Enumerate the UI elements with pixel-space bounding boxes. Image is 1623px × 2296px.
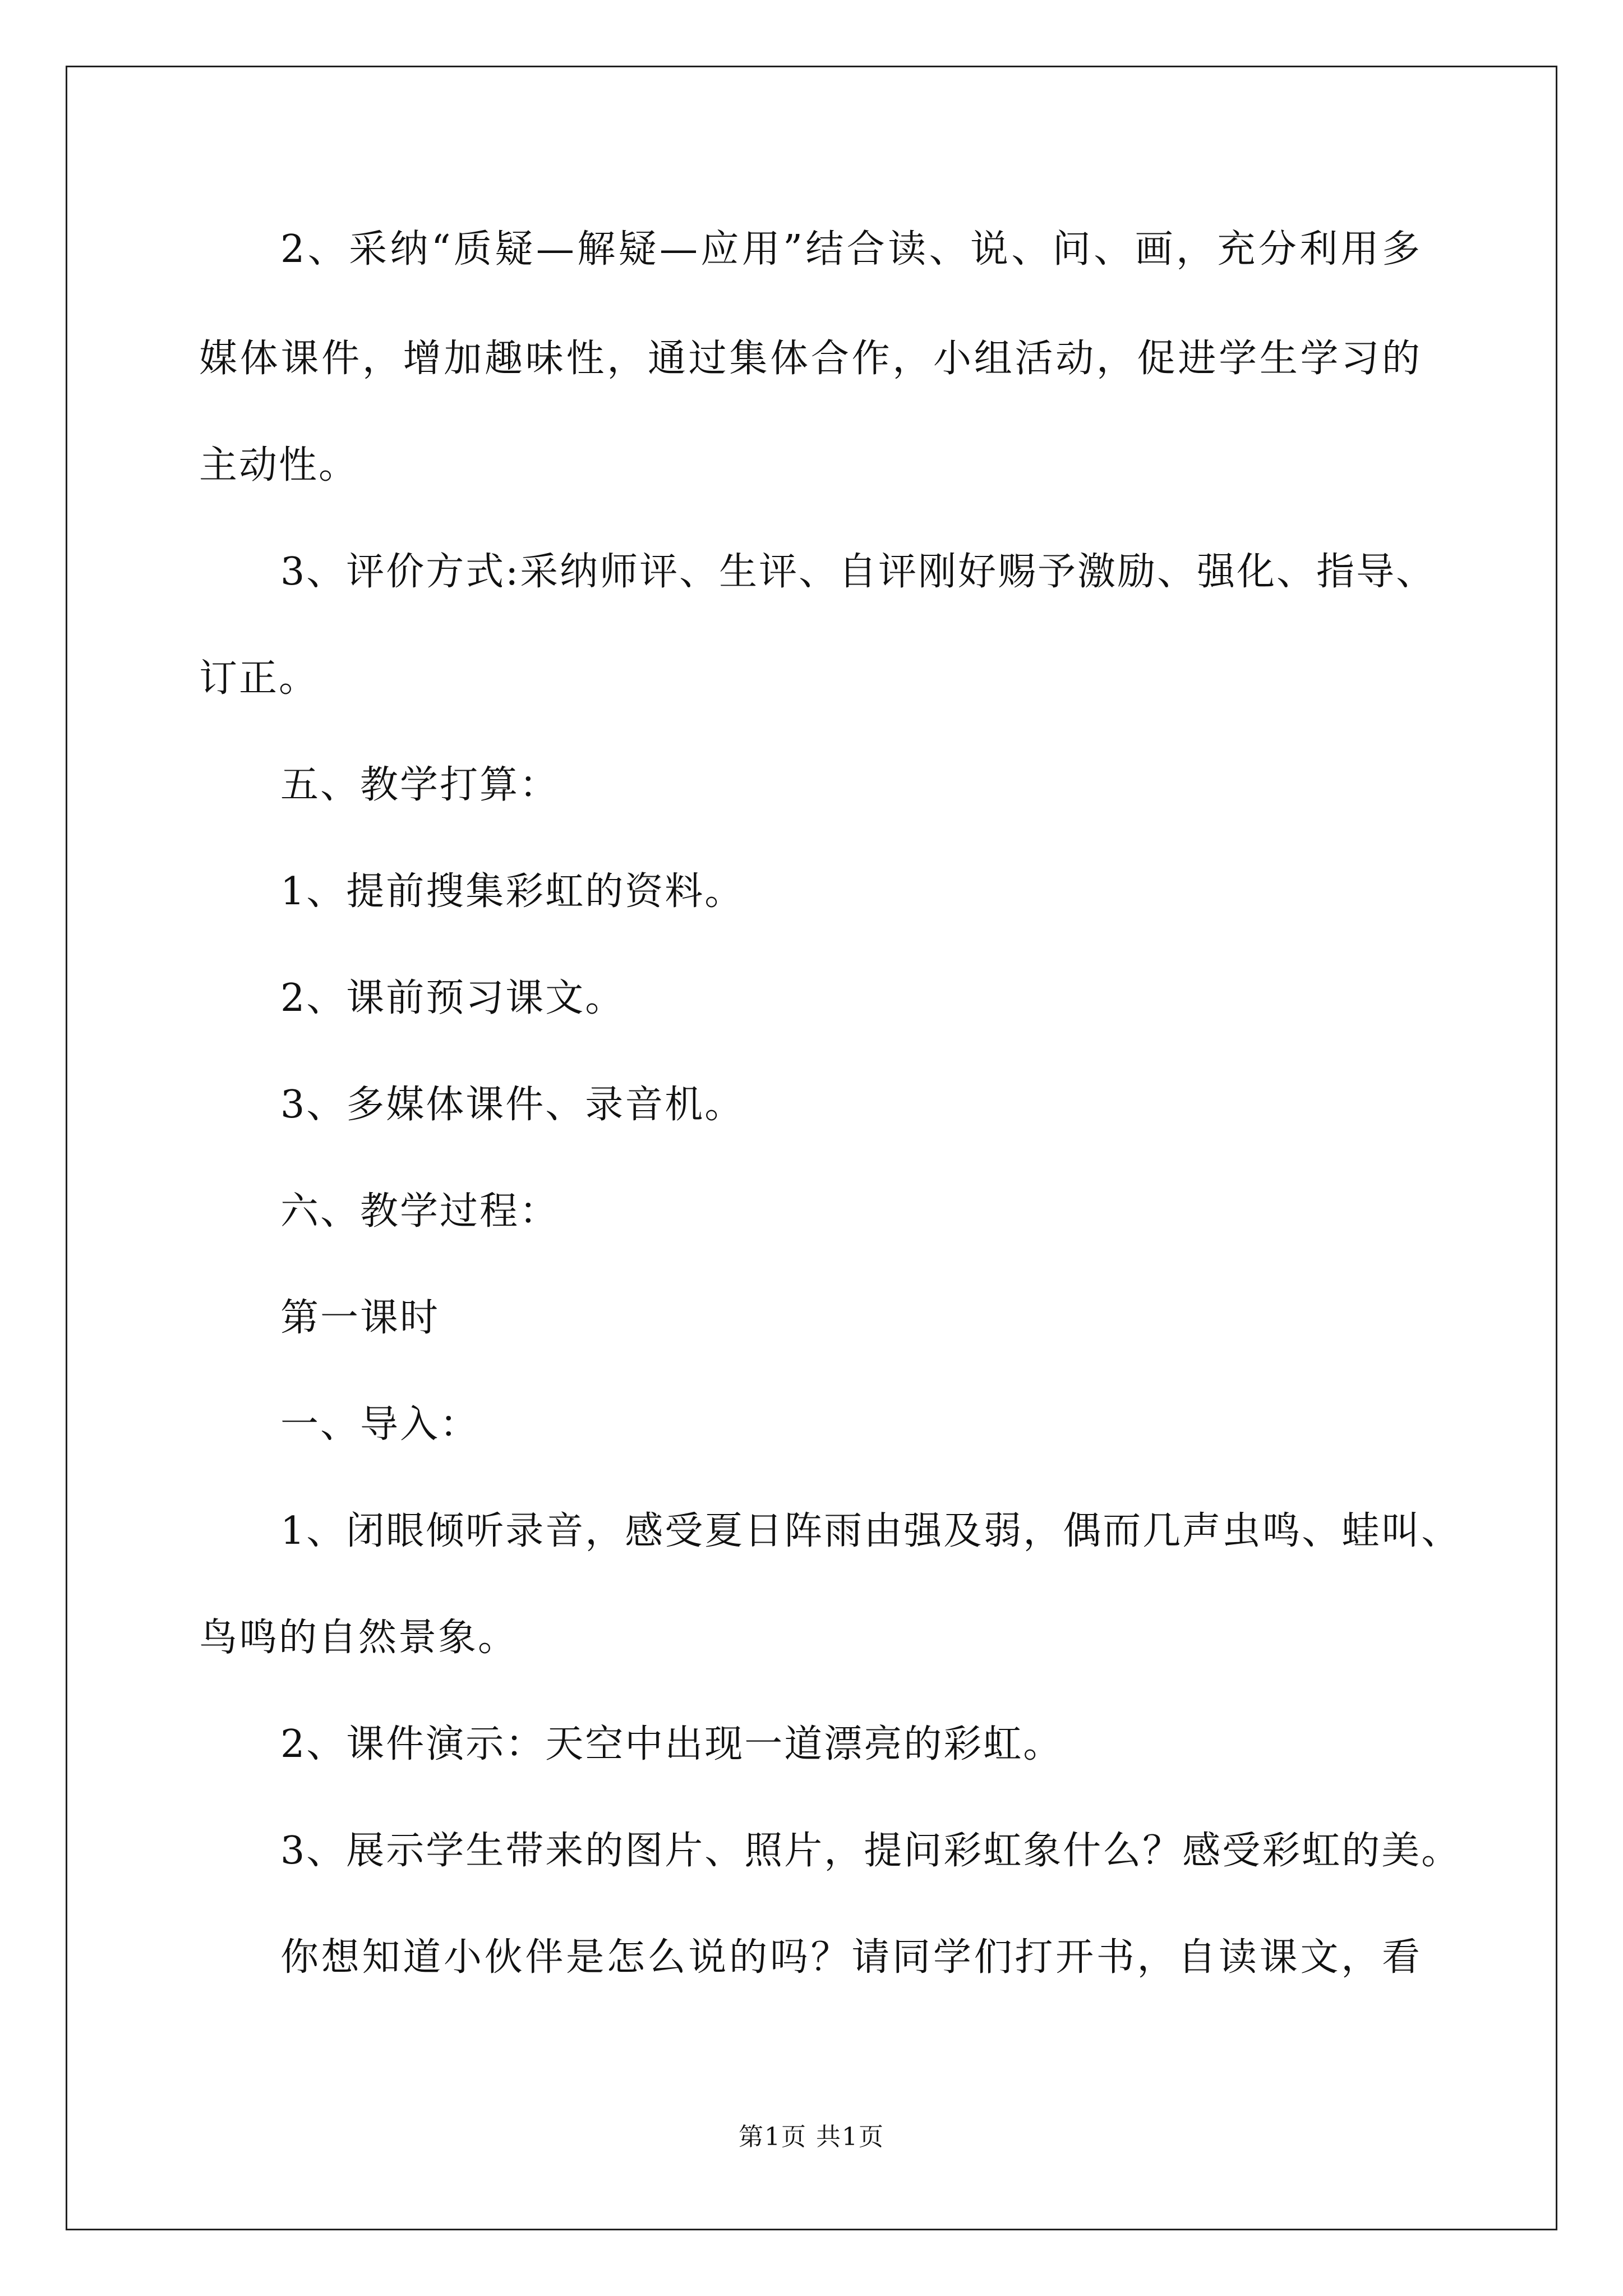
section-heading: 五、教学打算： — [280, 763, 560, 807]
page-border — [66, 66, 1557, 2230]
text-line: 2、课前预习课文。 — [280, 976, 625, 1020]
page-footer: 第1页 共1页 — [739, 2123, 884, 2151]
text-line: 1、提前搜集彩虹的资料。 — [280, 869, 745, 914]
text-line: 主动性。 — [199, 443, 359, 487]
text-line: 订正。 — [199, 656, 319, 701]
text-line: 鸟鸣的自然景象。 — [199, 1616, 518, 1660]
text-line: 3、多媒体课件、录音机。 — [280, 1083, 745, 1127]
text-line: 2、课件演示：天空中出现一道漂亮的彩虹。 — [280, 1722, 1063, 1766]
section-heading: 六、教学过程： — [280, 1189, 560, 1234]
subsection-heading: 第一课时 — [280, 1296, 440, 1340]
text-line: 1、闭眼倾听录音，感受夏日阵雨由强及弱，偶而几声虫鸣、蛙叫、 — [280, 1509, 1461, 1553]
text-line: 你想知道小伙伴是怎么说的吗？请同学们打开书，自读课文，看 — [280, 1935, 1422, 1980]
text-line: 3、评价方式:采纳师评、生评、自评刚好赐予激励、强化、指导、 — [280, 550, 1436, 594]
text-line: 媒体课件，增加趣味性，通过集体合作，小组活动，促进学生学习的 — [199, 337, 1422, 381]
text-line: 3、展示学生带来的图片、照片，提问彩虹象什么？感受彩虹的美。 — [280, 1829, 1461, 1873]
section-heading: 一、导入： — [280, 1402, 480, 1447]
text-line: 2、采纳“质疑—解疑—应用”结合读、说、问、画，充分利用多 — [280, 227, 1422, 272]
